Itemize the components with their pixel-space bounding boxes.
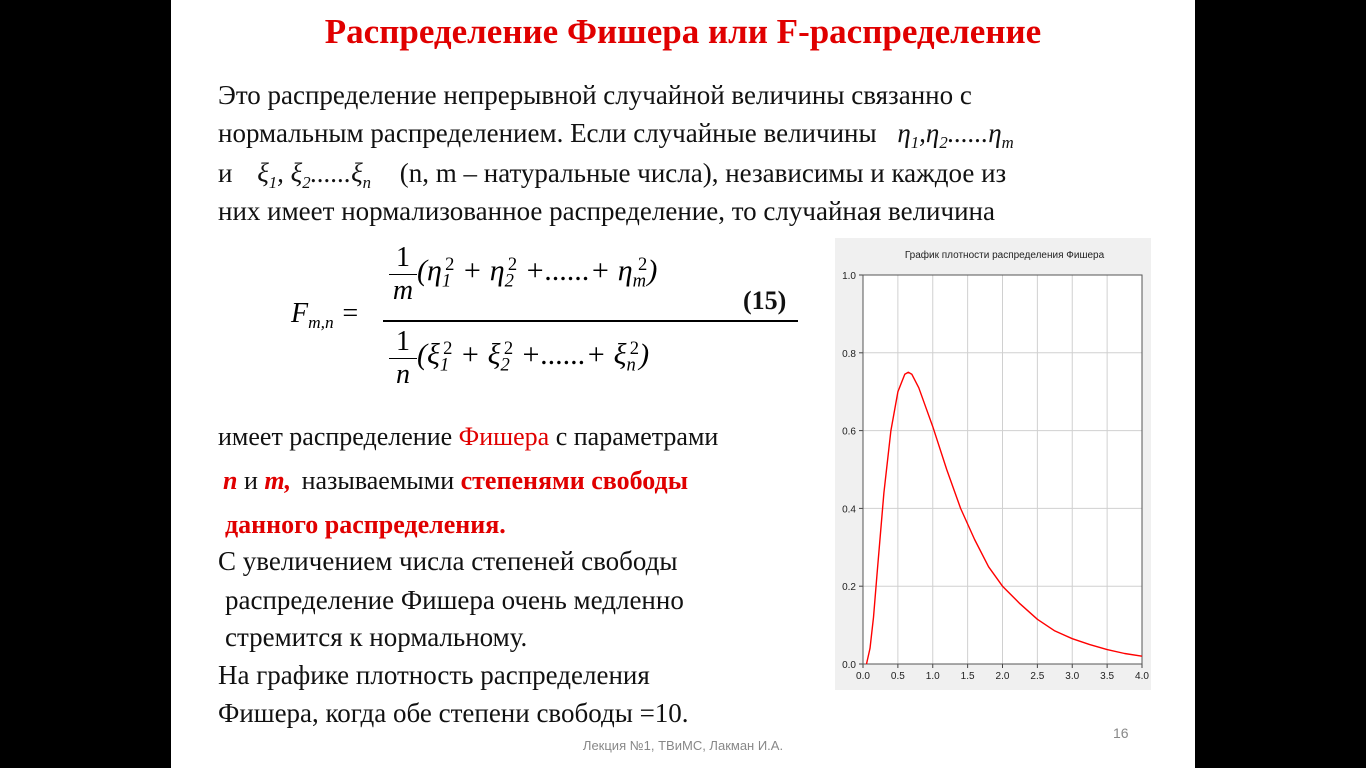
- y-tick-label: 0.0: [842, 660, 856, 671]
- numerator-coef: 1 m: [389, 242, 417, 307]
- x-tick-label: 1.0: [925, 671, 940, 682]
- paragraph-line-1: Это распределение непрерывной случайной величины связанно с: [218, 80, 972, 110]
- formula-lhs: $F_{m,n}$ =: [291, 298, 360, 333]
- denominator-sum: ($\xi_1^2 + \xi_2^2$ +......+ $\xi_n^2$): [417, 338, 650, 376]
- fisher-density-chart: [835, 238, 1151, 690]
- denominator-coef: 1 n: [389, 326, 417, 391]
- y-tick-label: 0.4: [842, 504, 856, 516]
- x-tick-label: 2.5: [1030, 671, 1045, 682]
- paragraph-graph-2: Фишера, когда обе степени свободы =10.: [218, 698, 689, 728]
- chart-title: График плотности распределения Фишера: [904, 250, 1105, 261]
- paragraph-params: n и m, называемыми степенями свободы: [223, 466, 688, 495]
- paragraph-convergence-2: распределение Фишера очень медленно: [225, 585, 684, 615]
- chart-svg: [835, 238, 1151, 690]
- numerator-sum: ($\eta_1^2 + \eta_2^2$ +......+ $\eta_m^2$): [417, 254, 658, 292]
- slide-title: Распределение Фишера или F-распределение: [324, 12, 1042, 51]
- y-tick-label: 0.2: [842, 582, 856, 594]
- fraction-line: [383, 320, 798, 322]
- paragraph-line-2: нормальным распределением. Если случайные величины $\eta_1,\eta_2......\eta_m$: [218, 118, 1014, 152]
- equation-number: (15): [743, 286, 787, 315]
- slide-footer: Лекция №1, ТВиМС, Лакман И.А.: [582, 738, 784, 753]
- slide: [171, 0, 1195, 768]
- paragraph-dof: данного распределения.: [225, 510, 506, 539]
- x-tick-label: 0.5: [890, 671, 905, 682]
- y-tick-label: 1.0: [842, 271, 856, 282]
- x-tick-label: 3.5: [1100, 671, 1115, 682]
- paragraph-convergence-1: С увеличением числа степеней свободы: [218, 546, 678, 576]
- y-tick-label: 0.8: [842, 348, 856, 360]
- xi-sequence: $\xi_1$, $\xi_2......\xi_n$: [257, 158, 372, 192]
- eta-sequence: $\eta_1,\eta_2......\eta_m$: [897, 118, 1014, 152]
- fisher-formula: [291, 240, 711, 400]
- page-number: 16: [1113, 725, 1129, 741]
- x-tick-label: 3.0: [1065, 671, 1080, 682]
- x-tick-label: 1.5: [960, 671, 975, 682]
- x-tick-label: 4.0: [1135, 671, 1149, 682]
- paragraph-convergence-3: стремится к нормальному.: [225, 622, 528, 652]
- paragraph-line-4: них имеет нормализованное распределение, то случайная величина: [218, 196, 995, 226]
- paragraph-graph-1: На графике плотность распределения: [218, 660, 650, 690]
- y-tick-label: 0.6: [842, 426, 856, 438]
- x-tick-label: 2.0: [995, 671, 1010, 682]
- x-tick-label: 0.0: [856, 671, 870, 682]
- paragraph-fisher: имеет распределение Фишера с параметрами: [218, 422, 719, 451]
- paragraph-line-3: и $\xi_1$, $\xi_2......\xi_n$ (n, m – натуральные числа), независимы и каждое из: [218, 158, 1007, 192]
